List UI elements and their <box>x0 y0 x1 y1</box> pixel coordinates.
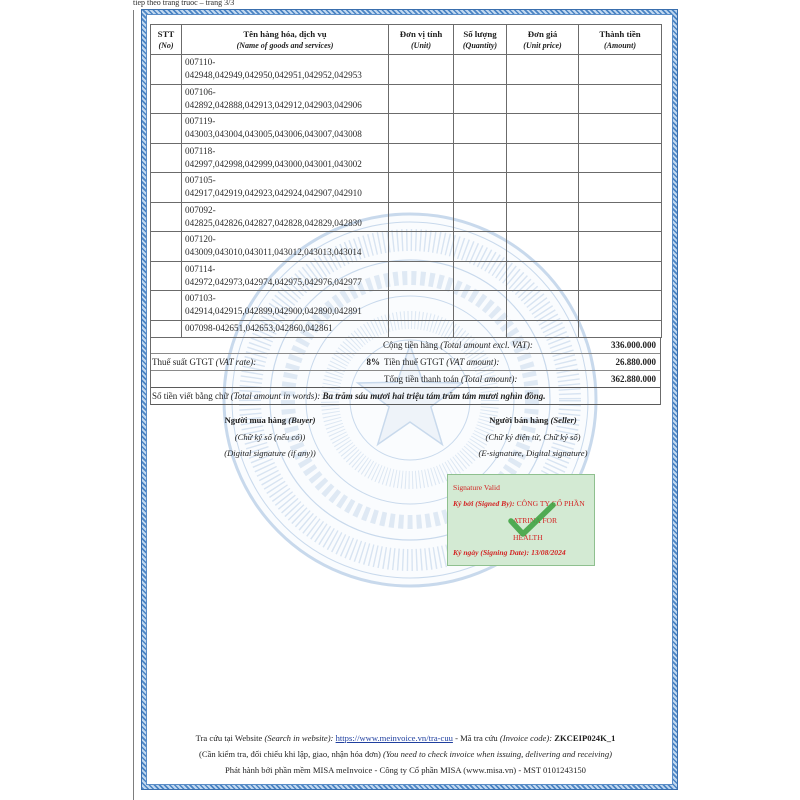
cell-item-name <box>182 261 389 291</box>
digital-signature-box <box>447 474 595 566</box>
signer-name-line3: HEALTH <box>513 533 543 542</box>
col-header-name-vi: Tên hàng hóa, dịch vụ <box>243 28 327 39</box>
cell-unit <box>389 291 454 321</box>
cell-no <box>151 202 182 232</box>
col-header-name <box>182 25 389 55</box>
grand-total-label <box>384 371 517 387</box>
grand-total-value: 362.880.000 <box>611 374 656 384</box>
cell-item-name <box>182 114 389 144</box>
subtotal-label <box>383 337 533 353</box>
subtotal-label-en: (Total amount excl. VAT): <box>440 340 533 350</box>
check-note-vi: (Cần kiểm tra, đối chiếu khi lập, giao, nhận hóa đơn) <box>199 749 381 759</box>
vat-rate-label <box>152 354 256 370</box>
seller-note-en: (E-signature, Digital signature) <box>478 448 588 458</box>
cell-item-name <box>182 291 389 321</box>
item-serials: 042997,042998,042999,043000,043001,043002 <box>185 158 362 169</box>
cell-quantity <box>454 202 507 232</box>
cell-quantity <box>454 291 507 321</box>
cell-quantity <box>454 261 507 291</box>
col-header-no <box>151 25 182 55</box>
cell-quantity <box>454 320 507 337</box>
cell-no <box>151 143 182 173</box>
table-row <box>151 84 662 114</box>
cell-no <box>151 320 182 337</box>
signed-by-label: Ký bởi (Signed By): <box>453 499 515 508</box>
cell-no <box>151 291 182 321</box>
cell-unit <box>389 84 454 114</box>
item-code: 007105- <box>185 175 216 185</box>
lookup-link[interactable]: https://www.meinvoice.vn/tra-cuu <box>335 733 453 743</box>
invoice-code-label: - Mã tra cứu <box>455 733 498 743</box>
cell-quantity <box>454 55 507 85</box>
item-code: 007110- <box>185 57 216 67</box>
seller-title-vi: Người bán hàng <box>489 415 549 425</box>
cell-amount <box>579 173 662 203</box>
signature-status: Signature Valid <box>453 483 500 492</box>
cell-amount <box>579 320 662 337</box>
cell-item-name <box>182 143 389 173</box>
cell-unit-price <box>507 84 579 114</box>
cell-amount <box>579 143 662 173</box>
table-row <box>151 291 662 321</box>
vat-rate-label-vi: Thuế suất GTGT <box>152 357 214 367</box>
cell-item-name <box>182 55 389 85</box>
grand-total-label-en: (Total amount): <box>460 374 518 384</box>
item-serials: 042825,042826,042827,042828,042829,042830 <box>185 217 362 228</box>
cell-no <box>151 173 182 203</box>
cell-no <box>151 55 182 85</box>
signing-date-line <box>453 548 566 558</box>
item-serials: 042972,042973,042974,042975,042976,042977 <box>185 276 362 287</box>
vat-amount-label-vi: Tiền thuế GTGT <box>384 357 445 367</box>
seller-note-vi: (Chữ ký điện tử, Chữ ký số) <box>485 431 581 442</box>
item-serials: 042892,042888,042913,042912,042903,042906 <box>185 99 362 110</box>
cell-item-name <box>182 173 389 203</box>
buyer-signature-block <box>185 412 355 462</box>
cell-unit-price <box>507 291 579 321</box>
cell-unit <box>389 173 454 203</box>
check-note-line <box>150 746 661 762</box>
item-serials: 042914,042915,042899,042900,042890,042891 <box>185 306 362 316</box>
invoice-footer <box>150 730 661 778</box>
grand-total-row <box>151 371 660 388</box>
table-row <box>151 143 662 173</box>
seller-signature-block <box>448 412 618 462</box>
lookup-label-en: (Search in website): <box>264 733 334 743</box>
item-code: 007098-042651,042653,042860,042861 <box>185 322 333 333</box>
col-header-quantity-vi: Số lượng <box>463 28 497 39</box>
item-serials: 042948,042949,042950,042951,042952,042953 <box>185 70 362 80</box>
amount-in-words-value: Ba trăm sáu mươi hai triệu tám trăm tám mươi nghìn đồng. <box>322 391 546 401</box>
cell-unit-price <box>507 55 579 85</box>
buyer-title-en: (Buyer) <box>288 415 316 425</box>
cell-quantity <box>454 84 507 114</box>
cell-unit <box>389 55 454 85</box>
cell-unit <box>389 114 454 144</box>
col-header-quantity-en: (Quantity) <box>462 40 498 50</box>
buyer-title-vi: Người mua hàng <box>224 415 287 425</box>
invoice-code-label-en: (Invoice code): <box>499 733 553 743</box>
items-table <box>150 24 662 338</box>
cell-unit <box>389 232 454 262</box>
lookup-label: Tra cứu tại Website <box>195 733 263 743</box>
cell-item-name <box>182 232 389 262</box>
col-header-name-en: (Name of goods and services) <box>236 40 334 50</box>
invoice-code-value: ZKCEIP024K_1 <box>554 733 616 743</box>
cell-quantity <box>454 232 507 262</box>
cell-unit-price <box>507 320 579 337</box>
item-code: 007119- <box>185 116 216 126</box>
vat-row <box>151 354 660 371</box>
col-header-no-vi: STT <box>157 28 175 39</box>
cell-amount <box>579 55 662 85</box>
col-header-no-en: (No) <box>158 40 174 50</box>
item-code: 007106- <box>185 86 216 97</box>
table-row <box>151 202 662 232</box>
signer-name-line1: CÔNG TY CỔ PHẦN <box>516 499 585 508</box>
checkmark-icon <box>506 501 558 539</box>
buyer-title <box>185 412 355 429</box>
amount-in-words <box>152 388 545 404</box>
table-row <box>151 173 662 203</box>
cell-item-name <box>182 202 389 232</box>
cell-item-name <box>182 320 389 337</box>
table-row <box>151 261 662 291</box>
lookup-line <box>150 730 661 746</box>
cell-amount <box>579 291 662 321</box>
cell-quantity <box>454 114 507 144</box>
cell-unit-price <box>507 173 579 203</box>
grand-total-label-vi: Tổng tiền thanh toán <box>384 374 459 384</box>
subtotal-row <box>151 337 660 354</box>
seller-title <box>448 412 618 429</box>
publisher-line: Phát hành bởi phần mềm MISA meInvoice - Công ty Cổ phần MISA (www.misa.vn) - MST 0101243150 <box>225 765 586 775</box>
table-header-row <box>151 25 662 55</box>
signing-date-label: Ký ngày (Signing Date): <box>453 548 530 557</box>
cell-unit <box>389 320 454 337</box>
cell-unit <box>389 261 454 291</box>
col-header-unit-vi: Đơn vị tính <box>399 28 443 39</box>
col-header-unit-price-vi: Đơn giá <box>527 28 558 39</box>
totals-section <box>150 337 661 405</box>
signer-name-line2: ATRINA FOR <box>513 516 558 525</box>
buyer-note-vi: (Chữ ký số (nếu có)) <box>234 431 306 442</box>
cell-unit <box>389 143 454 173</box>
subtotal-value: 336.000.000 <box>611 340 656 350</box>
item-code: 007120- <box>185 234 216 244</box>
cell-quantity <box>454 143 507 173</box>
vat-rate-label-en: (VAT rate): <box>215 357 257 367</box>
table-row <box>151 55 662 85</box>
col-header-amount <box>579 25 662 55</box>
check-note-en: (You need to check invoice when issuing, delivering and receiving) <box>383 749 612 759</box>
buyer-note-en: (Digital signature (if any)) <box>224 448 316 458</box>
signing-date-value: 13/08/2024 <box>531 548 566 557</box>
col-header-unit-en: (Unit) <box>411 40 431 50</box>
cell-no <box>151 232 182 262</box>
cell-no <box>151 261 182 291</box>
item-serials: 042917,042919,042923,042924,042907,042910 <box>185 188 362 198</box>
cell-unit-price <box>507 232 579 262</box>
scan-edge-line <box>133 10 134 800</box>
col-header-unit <box>389 25 454 55</box>
col-header-amount-vi: Thành tiền <box>599 28 641 39</box>
col-header-quantity <box>454 25 507 55</box>
table-row <box>151 114 662 144</box>
cell-no <box>151 84 182 114</box>
item-serials: 043003,043004,043005,043006,043007,043008 <box>185 129 362 139</box>
amount-in-words-label-vi: Số tiền viết bằng chữ <box>152 391 229 401</box>
subtotal-label-vi: Cộng tiền hàng <box>383 340 438 350</box>
item-code: 007114- <box>185 263 216 274</box>
cell-item-name <box>182 84 389 114</box>
cell-amount <box>579 232 662 262</box>
vat-amount-label <box>384 354 499 370</box>
table-row <box>151 320 662 337</box>
cell-no <box>151 114 182 144</box>
page-continuation-note: tiep theo trang truoc – trang 3/3 <box>133 0 235 7</box>
col-header-unit-price-en: (Unit price) <box>523 40 562 50</box>
cell-amount <box>579 261 662 291</box>
amount-in-words-label-en: (Total amount in words): <box>230 391 321 401</box>
cell-amount <box>579 202 662 232</box>
table-row <box>151 232 662 262</box>
vat-rate-value: 8% <box>366 357 380 367</box>
cell-unit-price <box>507 202 579 232</box>
col-header-unit-price <box>507 25 579 55</box>
cell-amount <box>579 114 662 144</box>
item-code: 007092- <box>185 204 216 215</box>
item-code: 007118- <box>185 145 216 156</box>
cell-unit-price <box>507 114 579 144</box>
vat-amount-label-en: (VAT amount): <box>446 357 500 367</box>
amount-in-words-row <box>151 388 660 405</box>
item-code: 007103- <box>185 293 216 303</box>
item-serials: 043009,043010,043011,043012,043013,043014 <box>185 247 362 257</box>
cell-unit-price <box>507 143 579 173</box>
seller-title-en: (Seller) <box>550 415 577 425</box>
cell-unit <box>389 202 454 232</box>
col-header-amount-en: (Amount) <box>603 40 636 50</box>
cell-quantity <box>454 173 507 203</box>
cell-unit-price <box>507 261 579 291</box>
vat-amount-value: 26.880.000 <box>615 357 656 367</box>
cell-amount <box>579 84 662 114</box>
